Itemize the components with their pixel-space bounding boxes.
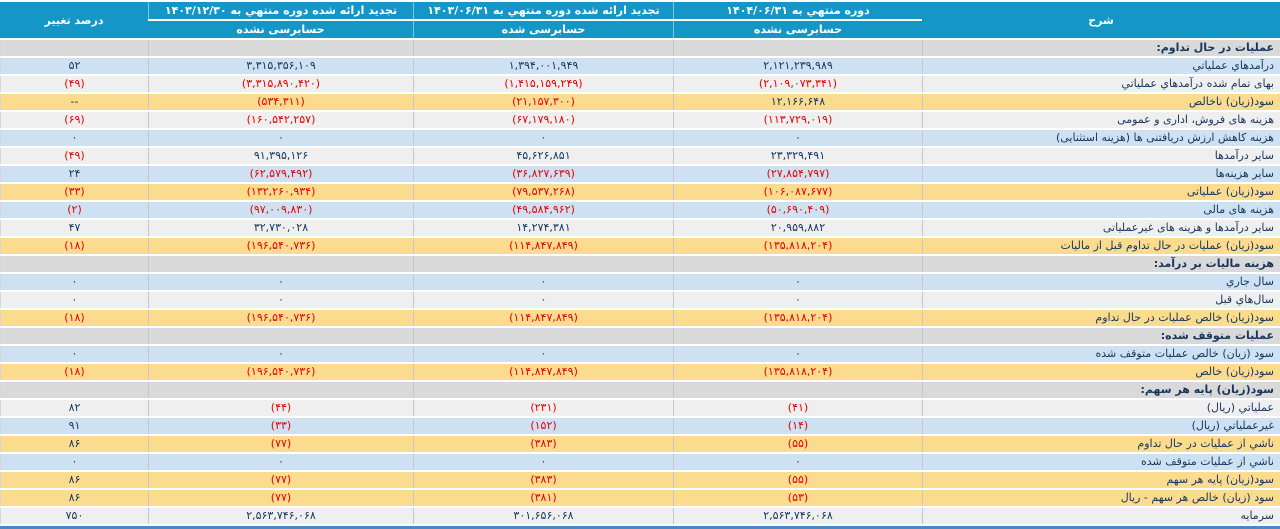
- cell-value-current: (۲,۱۰۹,۰۷۳,۳۴۱): [673, 76, 922, 92]
- cell-percent-change: --: [0, 94, 148, 110]
- row-label: سایر درآمدها و هزینه های غیرعملیاتی: [922, 220, 1280, 236]
- cell-percent-change: (۴۹): [0, 148, 148, 164]
- cell-percent-change: ۴۷: [0, 220, 148, 236]
- cell-value-restated-year: (۷۷): [148, 472, 413, 488]
- row-label: سود(زیان) عملیاتی: [922, 184, 1280, 200]
- cell-value-current: (۴۱): [673, 400, 922, 416]
- row-label: سود(زیان) خالص عملیات در حال تداوم: [922, 310, 1280, 326]
- cell-percent-change: [0, 328, 148, 344]
- table-row: [0, 130, 1280, 146]
- cell-percent-change: (۳۳): [0, 184, 148, 200]
- cell-value-restated-h1: ۰: [413, 346, 673, 362]
- table-row: [0, 310, 1280, 326]
- cell-percent-change: ۸۶: [0, 490, 148, 506]
- table-row: [0, 184, 1280, 200]
- table-row: [0, 202, 1280, 218]
- table-row: [0, 148, 1280, 164]
- cell-value-restated-h1: (۷۹,۵۳۷,۲۶۸): [413, 184, 673, 200]
- cell-value-restated-year: [148, 328, 413, 344]
- cell-value-restated-year: [148, 256, 413, 272]
- audit-status-restated-h1: حسابرسی شده: [413, 21, 673, 38]
- row-label: هزینه کاهش ارزش دریافتنی ها (هزینه استثنایی): [922, 130, 1280, 146]
- row-label: بهای تمام شده درآمدهاي عملياتي: [922, 76, 1280, 92]
- cell-percent-change: ۵۲: [0, 58, 148, 74]
- cell-percent-change: [0, 256, 148, 272]
- cell-value-restated-year: (۶۲,۵۷۹,۴۹۲): [148, 166, 413, 182]
- table-row: [0, 220, 1280, 236]
- cell-value-restated-year: ۰: [148, 130, 413, 146]
- cell-value-restated-h1: (۳۶,۸۲۷,۶۳۹): [413, 166, 673, 182]
- row-label: ناشي از عملیات متوقف شده: [922, 454, 1280, 470]
- table-row: [0, 436, 1280, 452]
- cell-value-restated-year: (۱۹۶,۵۴۰,۷۳۶): [148, 310, 413, 326]
- cell-value-current: ۰: [673, 274, 922, 290]
- cell-value-restated-h1: ۰: [413, 130, 673, 146]
- row-label: سود (زیان) خالص هر سهم - ریال: [922, 490, 1280, 506]
- cell-value-restated-h1: ۱,۳۹۴,۰۰۱,۹۴۹: [413, 58, 673, 74]
- table-row: [0, 274, 1280, 290]
- cell-value-current: (۱۴): [673, 418, 922, 434]
- cell-value-current: ۰: [673, 346, 922, 362]
- table-row: [0, 166, 1280, 182]
- table-row: [0, 454, 1280, 470]
- table-row: [0, 400, 1280, 416]
- cell-value-restated-h1: (۱۵۲): [413, 418, 673, 434]
- cell-value-current: (۵۰,۶۹۰,۴۰۹): [673, 202, 922, 218]
- cell-value-restated-h1: (۳۸۳): [413, 436, 673, 452]
- row-label: ناشي از عملیات در حال تداوم: [922, 436, 1280, 452]
- cell-value-restated-year: ۰: [148, 454, 413, 470]
- row-label: سایر درآمدها: [922, 148, 1280, 164]
- row-label: سود(زیان) ناخالص: [922, 94, 1280, 110]
- column-header-period-restated-h1: تجدید ارائه شده دوره منتهي به ۱۴۰۳/۰۶/۳۱: [413, 2, 673, 19]
- audit-status-current: حسابرسی نشده: [673, 21, 922, 38]
- table-row: [0, 364, 1280, 380]
- table-body: [0, 40, 1280, 524]
- cell-value-restated-h1: (۱۱۴,۸۴۷,۸۴۹): [413, 238, 673, 254]
- cell-value-restated-h1: [413, 256, 673, 272]
- row-label: هزینه های فروش، اداری و عمومی: [922, 112, 1280, 128]
- cell-value-restated-h1: ۰: [413, 454, 673, 470]
- cell-value-restated-h1: ۰: [413, 292, 673, 308]
- cell-value-current: ۰: [673, 130, 922, 146]
- cell-value-current: ۰: [673, 292, 922, 308]
- section-label: هزینه مالیات بر درآمد:: [922, 256, 1280, 272]
- cell-value-current: (۵۳): [673, 490, 922, 506]
- cell-percent-change: ۰: [0, 454, 148, 470]
- cell-percent-change: ۹۱: [0, 418, 148, 434]
- cell-value-current: ۰: [673, 454, 922, 470]
- cell-value-restated-year: ۰: [148, 292, 413, 308]
- cell-value-restated-year: (۱۶۰,۵۴۲,۲۵۷): [148, 112, 413, 128]
- cell-percent-change: (۱۸): [0, 364, 148, 380]
- section-row: [0, 382, 1280, 398]
- cell-value-restated-year: (۷۷): [148, 436, 413, 452]
- cell-value-current: (۵۵): [673, 472, 922, 488]
- cell-value-restated-h1: (۶۷,۱۷۹,۱۸۰): [413, 112, 673, 128]
- cell-value-restated-year: (۳,۳۱۵,۸۹۰,۴۲۰): [148, 76, 413, 92]
- cell-value-restated-year: [148, 40, 413, 56]
- cell-percent-change: (۱۸): [0, 238, 148, 254]
- cell-value-restated-year: [148, 382, 413, 398]
- cell-value-current: ۲۰,۹۵۹,۸۸۲: [673, 220, 922, 236]
- cell-value-current: [673, 40, 922, 56]
- column-header-period-restated-year: تجدید ارائه شده دوره منتهي به ۱۴۰۳/۱۲/۳۰: [148, 2, 413, 19]
- cell-value-restated-h1: ۴۵,۶۲۶,۸۵۱: [413, 148, 673, 164]
- cell-value-restated-h1: ۳۰۱,۶۵۶,۰۶۸: [413, 508, 673, 524]
- row-label: سال‌هاي قبل: [922, 292, 1280, 308]
- row-label: هزینه های مالی: [922, 202, 1280, 218]
- cell-percent-change: ۸۶: [0, 436, 148, 452]
- cell-percent-change: (۱۸): [0, 310, 148, 326]
- cell-value-restated-year: (۵۳۴,۳۱۱): [148, 94, 413, 110]
- cell-percent-change: (۲): [0, 202, 148, 218]
- cell-value-restated-h1: (۴۹,۵۸۴,۹۶۲): [413, 202, 673, 218]
- row-label: سود(زیان) پایه هر سهم: [922, 472, 1280, 488]
- row-label: سود (زیان) خالص عملیات متوقف شده: [922, 346, 1280, 362]
- cell-value-restated-h1: (۱,۴۱۵,۱۵۹,۲۴۹): [413, 76, 673, 92]
- row-label: درآمدهاي عملياتي: [922, 58, 1280, 74]
- cell-percent-change: (۴۹): [0, 76, 148, 92]
- cell-value-current: ۲۳,۳۲۹,۴۹۱: [673, 148, 922, 164]
- cell-value-current: ۱۲,۱۶۶,۶۴۸: [673, 94, 922, 110]
- cell-value-restated-year: (۹۷,۰۰۹,۸۳۰): [148, 202, 413, 218]
- cell-percent-change: ۰: [0, 130, 148, 146]
- cell-percent-change: ۸۶: [0, 472, 148, 488]
- table-row: [0, 76, 1280, 92]
- cell-value-restated-year: ۹۱,۳۹۵,۱۲۶: [148, 148, 413, 164]
- cell-value-current: (۱۱۳,۷۲۹,۰۱۹): [673, 112, 922, 128]
- section-label: عملیات متوقف شده:: [922, 328, 1280, 344]
- cell-value-restated-h1: (۱۱۴,۸۴۷,۸۴۹): [413, 364, 673, 380]
- cell-percent-change: ۰: [0, 292, 148, 308]
- cell-percent-change: ۰: [0, 274, 148, 290]
- cell-percent-change: ۸۲: [0, 400, 148, 416]
- cell-percent-change: [0, 40, 148, 56]
- row-label: غیرعملیاتي (ریال): [922, 418, 1280, 434]
- table-header: [0, 2, 1280, 38]
- cell-value-restated-h1: [413, 40, 673, 56]
- column-header-percent-change: درصد تغییر: [0, 2, 148, 38]
- cell-value-restated-h1: (۲۱,۱۵۷,۳۰۰): [413, 94, 673, 110]
- cell-value-restated-year: (۱۳۲,۲۶۰,۹۳۴): [148, 184, 413, 200]
- cell-value-restated-year: (۷۷): [148, 490, 413, 506]
- cell-value-restated-h1: (۳۸۳): [413, 472, 673, 488]
- cell-value-restated-h1: [413, 382, 673, 398]
- table-row: [0, 94, 1280, 110]
- cell-value-current: (۱۰۶,۰۸۷,۶۷۷): [673, 184, 922, 200]
- cell-value-restated-h1: (۲۳۱): [413, 400, 673, 416]
- cell-value-current: (۱۳۵,۸۱۸,۲۰۴): [673, 364, 922, 380]
- row-label: سود(زیان) عملیات در حال تداوم قبل از مالیات: [922, 238, 1280, 254]
- cell-value-restated-year: ۰: [148, 346, 413, 362]
- cell-percent-change: [0, 382, 148, 398]
- section-row: [0, 256, 1280, 272]
- cell-value-restated-h1: ۰: [413, 274, 673, 290]
- column-header-description: شرح: [922, 2, 1280, 38]
- cell-value-current: (۱۳۵,۸۱۸,۲۰۴): [673, 310, 922, 326]
- cell-value-restated-h1: (۱۱۴,۸۴۷,۸۴۹): [413, 310, 673, 326]
- row-label: سود(زیان) خالص: [922, 364, 1280, 380]
- column-header-period-current: دوره منتهي به ۱۴۰۴/۰۶/۳۱: [673, 2, 922, 19]
- cell-value-restated-h1: [413, 328, 673, 344]
- cell-value-restated-h1: (۳۸۱): [413, 490, 673, 506]
- cell-value-current: (۵۵): [673, 436, 922, 452]
- cell-value-current: (۲۷,۸۵۴,۷۹۷): [673, 166, 922, 182]
- cell-value-restated-year: ۰: [148, 274, 413, 290]
- table-row: [0, 58, 1280, 74]
- section-label: عملیات در حال تداوم:: [922, 40, 1280, 56]
- section-row: [0, 328, 1280, 344]
- row-label: سرمایه: [922, 508, 1280, 524]
- cell-value-restated-year: (۱۹۶,۵۴۰,۷۳۶): [148, 364, 413, 380]
- row-label: سال جاري: [922, 274, 1280, 290]
- table-row: [0, 112, 1280, 128]
- cell-value-current: ۲,۱۲۱,۲۳۹,۹۸۹: [673, 58, 922, 74]
- cell-value-restated-year: ۳,۳۱۵,۳۵۶,۱۰۹: [148, 58, 413, 74]
- cell-percent-change: ۰: [0, 346, 148, 362]
- section-row: [0, 40, 1280, 56]
- section-label: سود(زیان) پایه هر سهم:: [922, 382, 1280, 398]
- row-label: عملياتي (ريال): [922, 400, 1280, 416]
- cell-value-restated-h1: ۱۴,۲۷۴,۳۸۱: [413, 220, 673, 236]
- cell-value-restated-year: ۳۲,۷۳۰,۰۲۸: [148, 220, 413, 236]
- audit-status-restated-year: حسابرسی نشده: [148, 21, 413, 38]
- table-row: [0, 238, 1280, 254]
- cell-value-current: [673, 328, 922, 344]
- cell-value-current: [673, 256, 922, 272]
- cell-value-current: ۲,۵۶۳,۷۴۶,۰۶۸: [673, 508, 922, 524]
- cell-value-restated-year: (۴۴): [148, 400, 413, 416]
- cell-percent-change: ۲۴: [0, 166, 148, 182]
- table-row: [0, 508, 1280, 524]
- table-row: [0, 346, 1280, 362]
- cell-value-restated-year: ۲,۵۶۳,۷۴۶,۰۶۸: [148, 508, 413, 524]
- cell-value-current: [673, 382, 922, 398]
- table-row: [0, 490, 1280, 506]
- cell-value-restated-year: (۱۹۶,۵۴۰,۷۳۶): [148, 238, 413, 254]
- cell-percent-change: ۷۵۰: [0, 508, 148, 524]
- table-row: [0, 472, 1280, 488]
- cell-value-current: (۱۳۵,۸۱۸,۲۰۴): [673, 238, 922, 254]
- table-row: [0, 292, 1280, 308]
- table-row: [0, 418, 1280, 434]
- cell-percent-change: (۶۹): [0, 112, 148, 128]
- row-label: سایر هزینه‌ها: [922, 166, 1280, 182]
- cell-value-restated-year: (۳۳): [148, 418, 413, 434]
